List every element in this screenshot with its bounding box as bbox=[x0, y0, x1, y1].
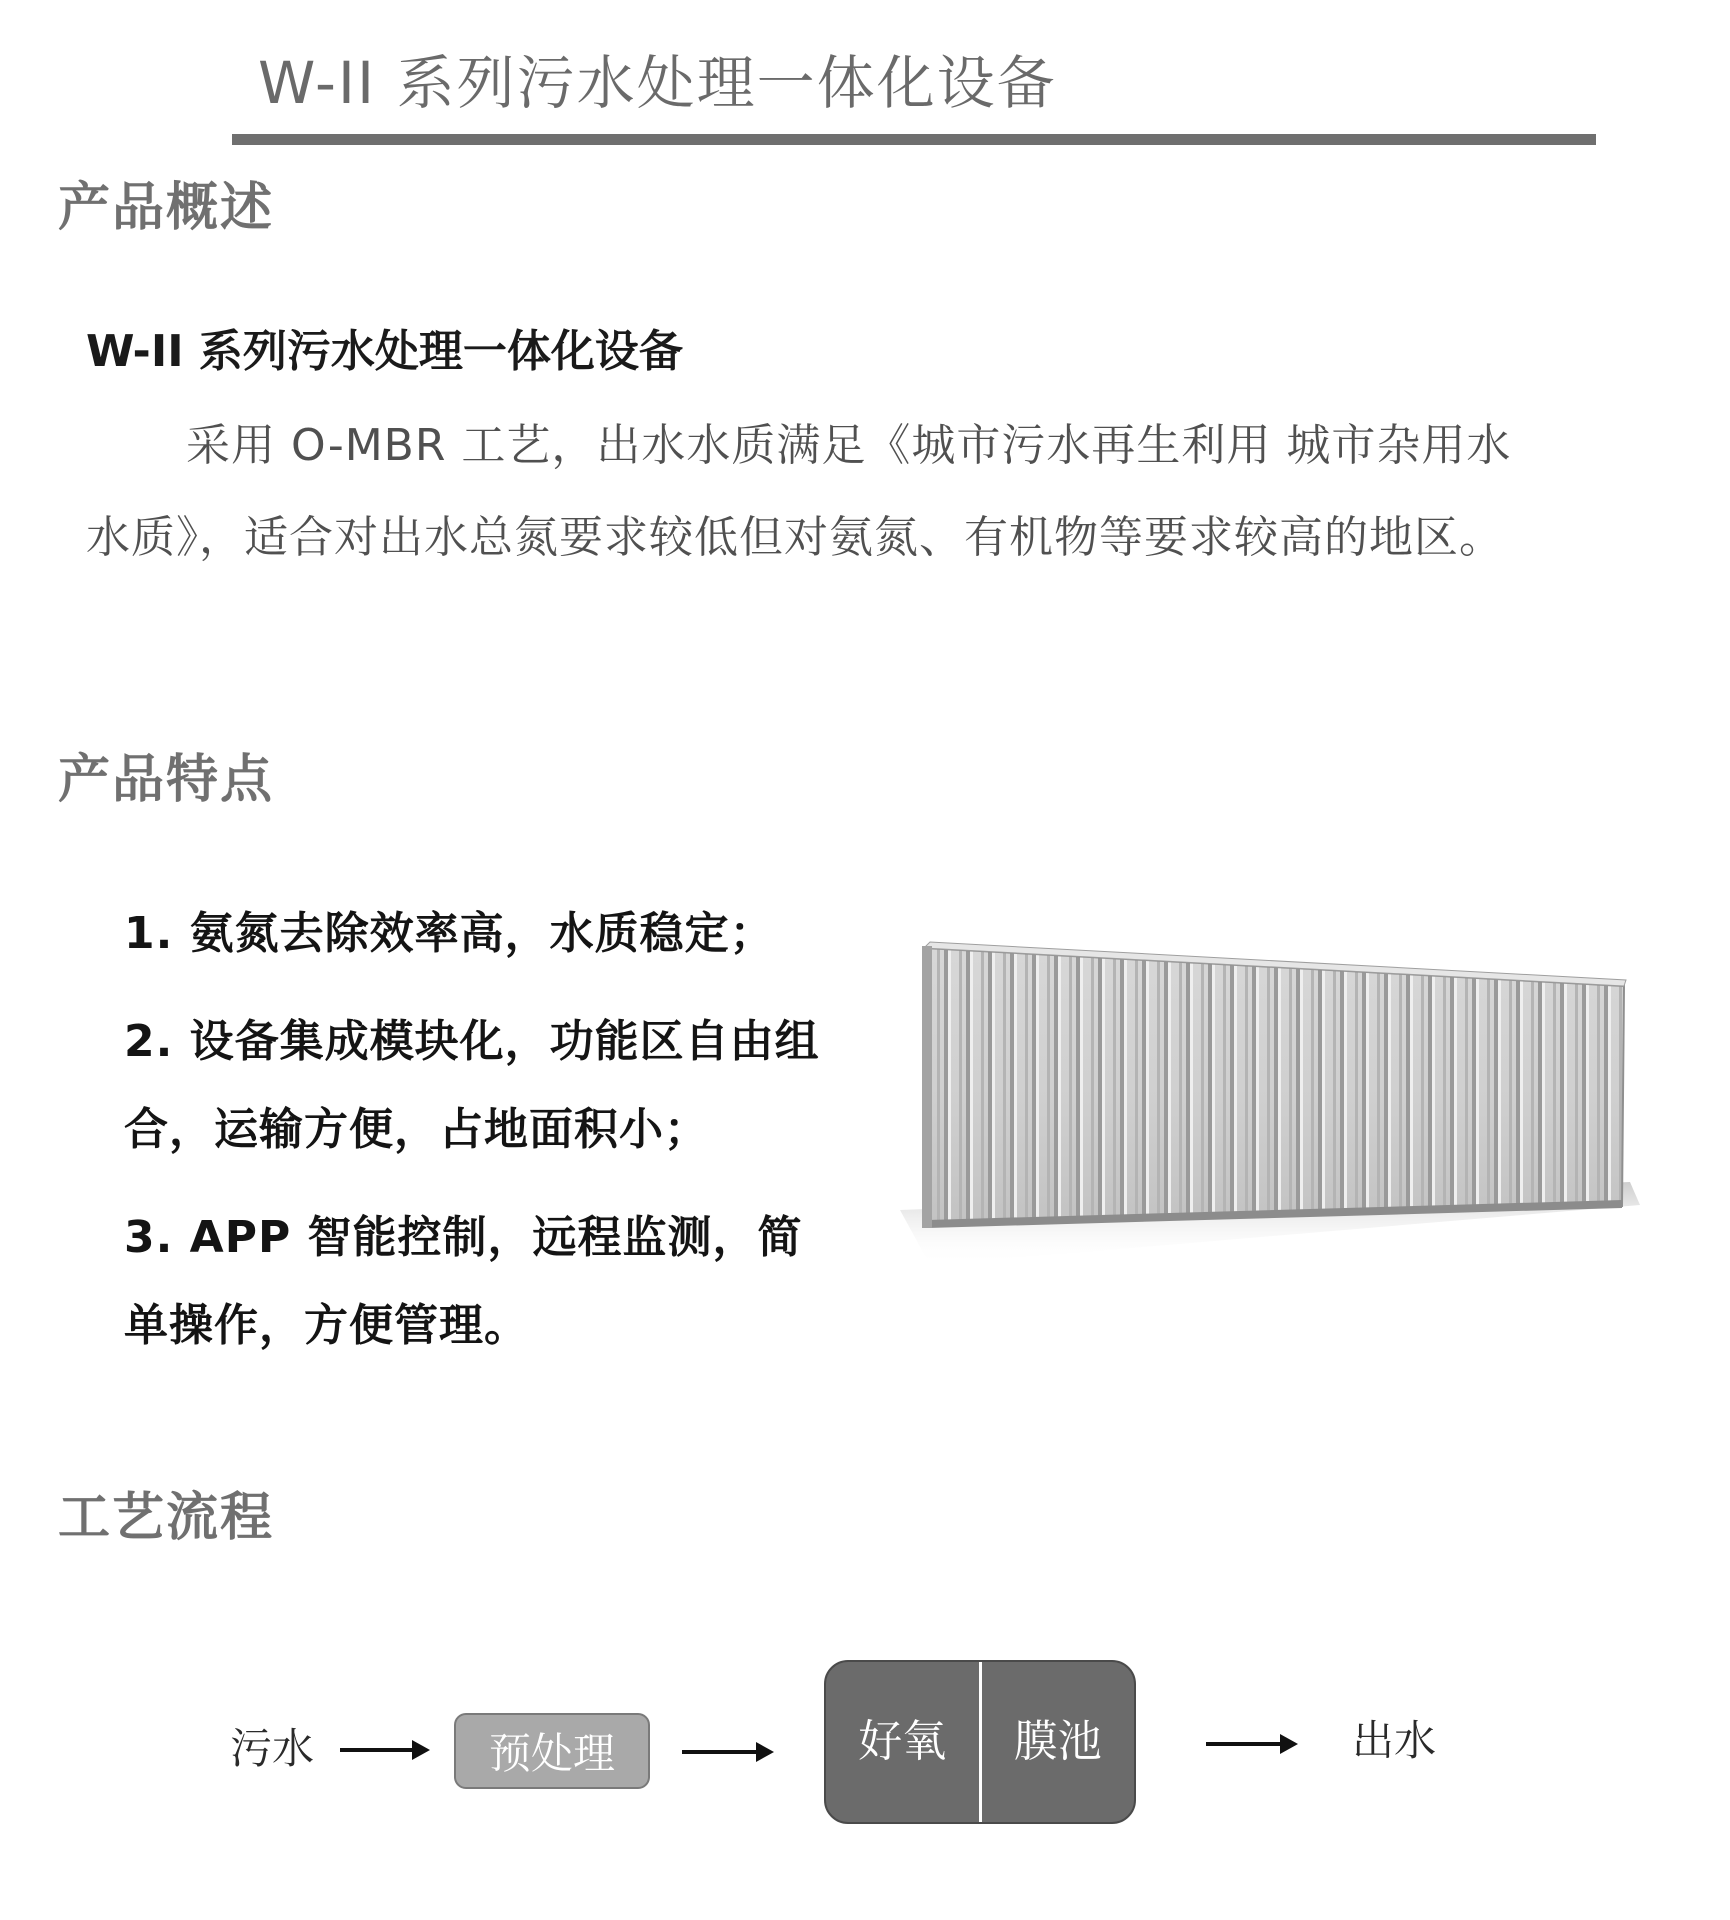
flow-input-label: 污水 bbox=[230, 1724, 315, 1773]
membrane-tank-label: 膜池 bbox=[1013, 1716, 1102, 1767]
pretreatment-box: 预处理 bbox=[454, 1713, 650, 1789]
title-underline bbox=[232, 134, 1596, 145]
flow-arrow-icon bbox=[682, 1742, 774, 1762]
features-list bbox=[124, 890, 844, 1390]
feature-item: 3. APP 智能控制，远程监测，简单操作，方便管理。 bbox=[124, 1212, 803, 1351]
container-equipment-image bbox=[900, 920, 1640, 1280]
feature-item: 2. 设备集成模块化，功能区自由组合，运输方便，占地面积小； bbox=[124, 1016, 820, 1155]
process-heading: 工艺流程 bbox=[58, 1488, 275, 1548]
aerobic-tank-label: 好氧 bbox=[858, 1716, 947, 1767]
feature-item: 1. 氨氮去除效率高，水质稳定； bbox=[124, 908, 775, 959]
page-title: W-II 系列污水处理一体化设备 bbox=[258, 49, 1057, 117]
process-flow-diagram bbox=[0, 1640, 1730, 1860]
aerobic-membrane-box bbox=[824, 1660, 1136, 1824]
flow-output-label: 出水 bbox=[1352, 1716, 1437, 1765]
features-heading: 产品特点 bbox=[58, 750, 275, 810]
flow-arrow-icon bbox=[340, 1740, 430, 1760]
overview-heading: 产品概述 bbox=[58, 178, 275, 238]
flow-arrow-icon bbox=[1206, 1734, 1298, 1754]
overview-subtitle: W-II 系列污水处理一体化设备 bbox=[86, 326, 683, 377]
overview-paragraph: 采用 O-MBR 工艺，出水水质满足《城市污水再生利用 城市杂用水水质》，适合对出水总氮要求较低但对氨氮、有机物等要求较高的地区。 bbox=[86, 420, 1512, 563]
